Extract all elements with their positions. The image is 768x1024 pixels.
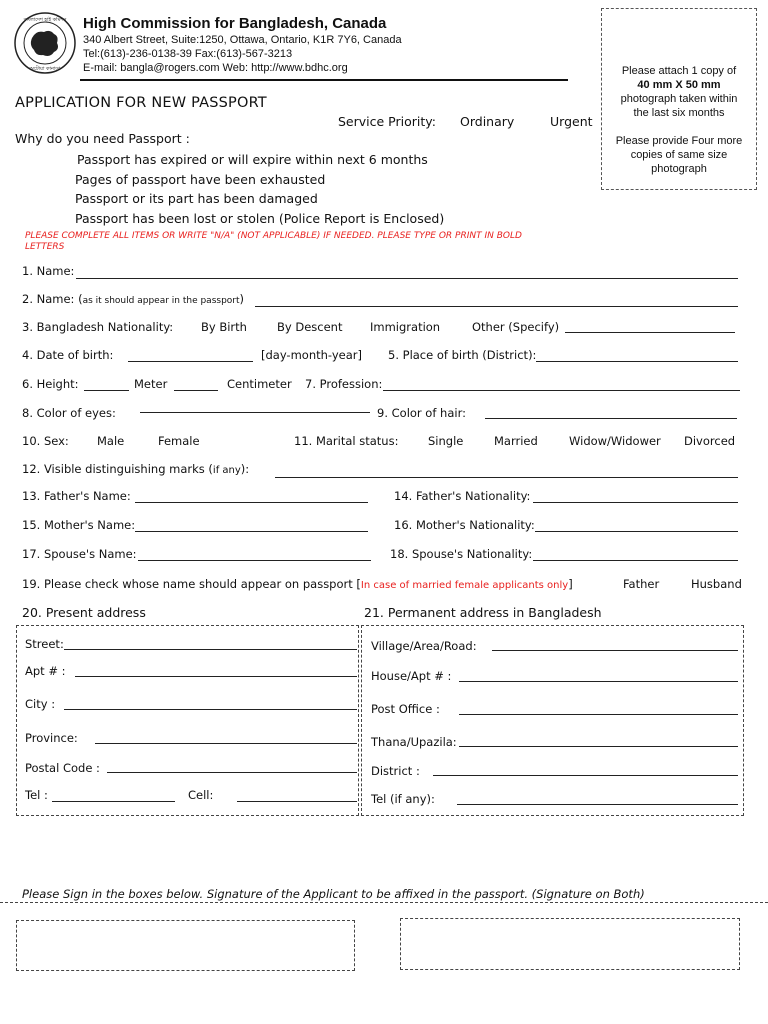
street-label: Street: — [25, 637, 64, 651]
marital-widow-option[interactable]: Widow/Widower — [569, 434, 661, 448]
height-label: 6. Height: — [22, 377, 79, 391]
nationality-label: 3. Bangladesh Nationality: — [22, 320, 174, 334]
father-name-field[interactable] — [135, 502, 368, 503]
tel-label: Tel : — [25, 788, 48, 802]
name-label: 1. Name: — [22, 264, 75, 278]
mother-name-field[interactable] — [135, 531, 368, 532]
spouse-name-label: 17. Spouse's Name: — [22, 547, 137, 561]
dob-label: 4. Date of birth: — [22, 348, 114, 362]
photo-line4: the last six months — [633, 107, 725, 119]
notice-line2: LETTERS — [25, 242, 65, 252]
nationality-other-field[interactable] — [565, 332, 735, 333]
reason-lost-stolen-option[interactable]: Passport has been lost or stolen (Police Report is Enclosed) — [75, 211, 445, 226]
photo-line7: photograph — [651, 163, 707, 175]
why-passport-question: Why do you need Passport : — [15, 131, 190, 146]
cell-field[interactable] — [237, 801, 357, 802]
nationality-by-birth-option[interactable]: By Birth — [201, 320, 247, 334]
marks-label — [22, 462, 249, 476]
marital-married-option[interactable]: Married — [494, 434, 538, 448]
street-field[interactable] — [64, 649, 357, 650]
dob-field[interactable] — [128, 361, 253, 362]
seal-bottom-text: অটোয়া কানাডা — [29, 66, 61, 72]
perm-tel-field[interactable] — [457, 804, 738, 805]
tel-field[interactable] — [52, 801, 175, 802]
passport-name-label-text: 2. Name: ( — [22, 292, 83, 306]
father-nationality-field[interactable] — [533, 502, 738, 503]
nationality-immigration-option[interactable]: Immigration — [370, 320, 441, 334]
nationality-other-option[interactable]: Other (Specify) — [472, 320, 560, 334]
cell-label: Cell: — [188, 788, 214, 802]
eye-color-label: 8. Color of eyes: — [22, 406, 116, 420]
meter-label: Meter — [134, 377, 168, 391]
marital-single-option[interactable]: Single — [428, 434, 464, 448]
post-office-label: Post Office : — [371, 702, 440, 716]
whose-name-label — [22, 577, 573, 591]
page-title: APPLICATION FOR NEW PASSPORT — [15, 95, 267, 111]
whose-name-note: In case of married female applicants only — [360, 580, 569, 591]
mother-nationality-label: 16. Mother's Nationality: — [394, 518, 535, 532]
passport-name-label — [22, 292, 244, 306]
house-apt-field[interactable] — [459, 681, 738, 682]
hair-color-field[interactable] — [485, 418, 737, 419]
signature-divider — [0, 902, 768, 903]
photo-line5: Please provide Four more — [615, 135, 743, 147]
province-label: Province: — [25, 731, 78, 745]
sex-label: 10. Sex: — [22, 434, 69, 448]
village-field[interactable] — [492, 650, 738, 651]
post-office-field[interactable] — [459, 714, 738, 715]
father-nationality-label: 14. Father's Nationality: — [394, 489, 531, 503]
org-tel-fax: Tel:(613)-236-0138-39 Fax:(613)-567-3213 — [83, 48, 293, 60]
apt-label: Apt # : — [25, 664, 66, 678]
spouse-nationality-label: 18. Spouse's Nationality: — [390, 547, 533, 561]
photo-size: 40 mm X 50 mm — [637, 79, 721, 91]
service-priority-label: Service Priority: — [338, 114, 436, 129]
marks-close: ): — [240, 462, 250, 476]
hair-color-label: 9. Color of hair: — [377, 406, 466, 420]
eye-color-field[interactable] — [140, 412, 370, 413]
perm-tel-label: Tel (if any): — [371, 792, 435, 806]
centimeter-label: Centimeter — [227, 377, 292, 391]
reason-damaged-option[interactable]: Passport or its part has been damaged — [75, 191, 318, 206]
pob-field[interactable] — [536, 361, 738, 362]
photo-line1: Please attach 1 copy of — [621, 65, 737, 77]
mother-nationality-field[interactable] — [535, 531, 738, 532]
whose-husband-option[interactable]: Husband — [691, 577, 742, 591]
signature-box-right[interactable] — [400, 918, 740, 970]
notice-line1: PLEASE COMPLETE ALL ITEMS OR WRITE "N/A" (NOT APPLICABLE) IF NEEDED. PLEASE TYPE OR PRINT IN BOLD — [25, 231, 522, 241]
marks-note: if any — [212, 465, 241, 476]
postal-code-field[interactable] — [107, 772, 357, 773]
district-field[interactable] — [433, 775, 738, 776]
reason-pages-exhausted-option[interactable]: Pages of passport have been exhausted — [75, 172, 326, 187]
org-address: 340 Albert Street, Suite:1250, Ottawa, Ontario, K1R 7Y6, Canada — [83, 34, 402, 46]
photo-attachment-box — [601, 8, 757, 190]
spouse-nationality-field[interactable] — [533, 560, 738, 561]
profession-field[interactable] — [383, 390, 740, 391]
city-field[interactable] — [64, 709, 357, 710]
passport-name-field[interactable] — [255, 306, 738, 307]
whose-name-close: ] — [568, 577, 573, 591]
permanent-address-box — [361, 625, 744, 816]
marks-label-text: 12. Visible distinguishing marks ( — [22, 462, 213, 476]
whose-father-option[interactable]: Father — [623, 577, 660, 591]
passport-name-note: as it should appear in the passport — [82, 296, 240, 306]
marital-status-label: 11. Marital status: — [294, 434, 399, 448]
district-label: District : — [371, 764, 420, 778]
sex-male-option[interactable]: Male — [97, 434, 125, 448]
name-field[interactable] — [76, 278, 738, 279]
marks-field[interactable] — [275, 477, 738, 478]
present-address-title: 20. Present address — [22, 605, 146, 620]
org-email-web: E-mail: bangla@rogers.com Web: http://www.bdhc.org — [83, 62, 348, 74]
province-field[interactable] — [95, 743, 357, 744]
photo-line6: copies of same size — [630, 149, 728, 161]
dob-format-hint: [day-month-year] — [261, 348, 363, 362]
whose-name-text: 19. Please check whose name should appear on passport [ — [22, 577, 361, 591]
photo-line3: photograph taken within — [620, 93, 738, 105]
thana-label: Thana/Upazila: — [371, 735, 457, 749]
profession-label: 7. Profession: — [305, 377, 383, 391]
org-name: High Commission for Bangladesh, Canada — [83, 15, 387, 32]
header-rule — [80, 79, 568, 81]
apt-field[interactable] — [75, 676, 357, 677]
priority-urgent-option[interactable]: Urgent — [550, 114, 593, 129]
house-apt-label: House/Apt # : — [371, 669, 452, 683]
thana-field[interactable] — [459, 746, 738, 747]
permanent-address-title: 21. Permanent address in Bangladesh — [364, 605, 602, 620]
village-label: Village/Area/Road: — [371, 639, 477, 653]
mother-name-label: 15. Mother's Name: — [22, 518, 136, 532]
city-label: City : — [25, 697, 56, 711]
bangladesh-seal-icon — [14, 12, 76, 74]
height-centimeter-field[interactable] — [174, 390, 218, 391]
height-meter-field[interactable] — [84, 390, 129, 391]
signature-box-left[interactable] — [16, 920, 355, 971]
passport-name-close: ) — [239, 292, 245, 306]
pob-label: 5. Place of birth (District): — [388, 348, 537, 362]
nationality-by-descent-option[interactable]: By Descent — [277, 320, 343, 334]
spouse-name-field[interactable] — [138, 560, 371, 561]
reason-expired-option[interactable]: Passport has expired or will expire within next 6 months — [77, 152, 428, 167]
signature-instruction: Please Sign in the boxes below. Signature of the Applicant to be affixed in the passport. (Signature on Both) — [22, 887, 645, 901]
priority-ordinary-option[interactable]: Ordinary — [460, 114, 515, 129]
sex-female-option[interactable]: Female — [158, 434, 200, 448]
postal-code-label: Postal Code : — [25, 761, 100, 775]
father-name-label: 13. Father's Name: — [22, 489, 131, 503]
marital-divorced-option[interactable]: Divorced — [684, 434, 736, 448]
seal-top-text: বাংলাদেশ হাই কমিশন — [23, 17, 67, 23]
